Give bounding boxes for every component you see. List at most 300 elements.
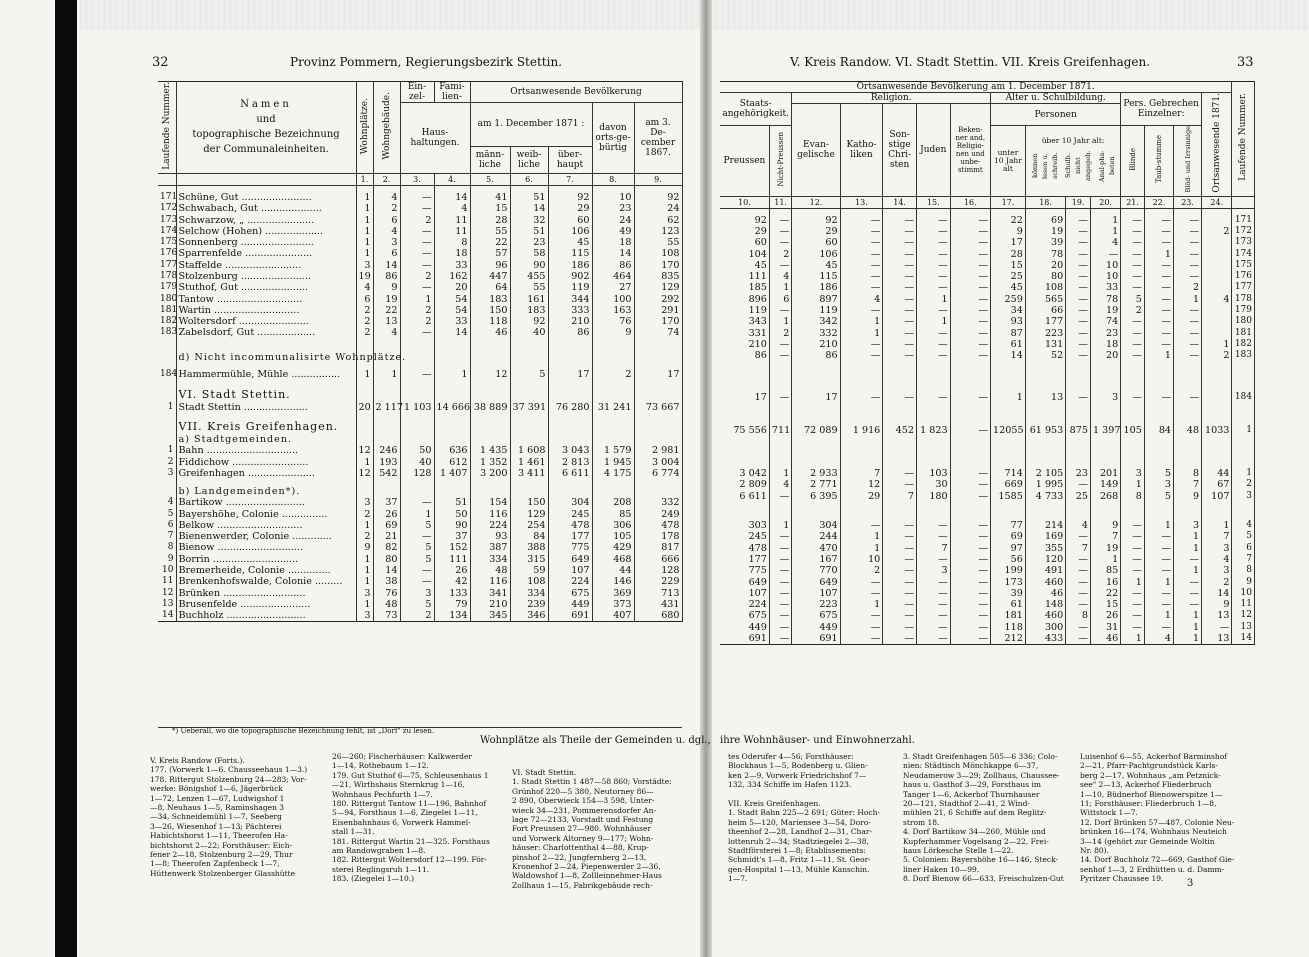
section-heading: [176, 339, 356, 347]
table-row: [720, 425, 1255, 436]
value-cell: —: [1144, 531, 1173, 542]
value-cell: 666: [634, 554, 682, 565]
row-number: 7: [167, 531, 174, 542]
value-cell: —: [1121, 531, 1145, 542]
value-cell: 13: [1025, 391, 1065, 402]
value-cell: —: [883, 543, 917, 554]
value-cell: 154: [470, 497, 510, 508]
value-cell: 14: [373, 260, 400, 271]
value-cell: 45: [754, 259, 767, 271]
value-cell: —: [950, 328, 990, 339]
value-cell: 1: [769, 316, 791, 327]
table-cell: [1174, 411, 1202, 425]
value-cell: 8: [1066, 610, 1091, 621]
value-cell: 636: [434, 445, 470, 456]
value-cell: 33: [434, 316, 470, 327]
table-cell: [400, 339, 434, 347]
value-cell: 1: [840, 328, 883, 339]
section-row: [720, 369, 1255, 391]
footnote-col-6: Luisenhof 6—55, Ackerhof Barminshof 2—21, Pfarr-Pachtgrundstück Karls- berg 2—17, Wohnhaus „am Petznick- see" 2—13, Ackerhof Fliederbruch 1—10, Büdnerhof Bienowerspitze 1— 11; Forsthäuser: Fliederbruch 1—8, Wittstock 1—7. 12. Dorf Brünken 57—487, Colonie Neu- brünken 16—174, Wohnhaus Neuteich 3—14 (gehört zur Gemeinde Woltin Nr. 80). 14. Dorf Buchholz 72—669, Gasthof Gie- senhof 1—3, 2 Erdhütten u. d. Damm- Pyritzer Chaussee 19.: [1080, 752, 1235, 884]
value-cell: 73 667: [634, 402, 682, 413]
value-cell: 38: [373, 576, 400, 587]
value-cell: 3: [1174, 520, 1202, 531]
value-cell: 2 813: [548, 457, 592, 468]
value-cell: 2: [592, 369, 634, 380]
table-cell: [158, 485, 176, 497]
header-einzel: Ein-zel-: [400, 82, 434, 103]
value-cell: 73: [373, 610, 400, 622]
value-cell: 7: [840, 468, 883, 479]
value-cell: —: [883, 316, 917, 327]
value-cell: 9: [991, 226, 1026, 237]
value-cell: 14: [510, 203, 548, 214]
row-number: 5: [1232, 531, 1255, 542]
table-row: [158, 305, 682, 316]
table-cell: [356, 485, 373, 497]
value-cell: 2 117: [373, 402, 400, 413]
value-cell: 2: [400, 214, 434, 225]
value-cell: —: [1066, 215, 1091, 226]
value-cell: —: [840, 339, 883, 350]
value-cell: 75 556: [733, 424, 767, 436]
value-cell: 249: [634, 508, 682, 519]
section-row: [158, 380, 682, 388]
value-cell: —: [840, 633, 883, 645]
value-cell: 67: [1202, 479, 1232, 490]
colnum-cell: 6.: [510, 173, 548, 185]
value-cell: 90: [434, 520, 470, 531]
value-cell: —: [950, 339, 990, 350]
table-row: [158, 260, 682, 271]
value-cell: 19: [1090, 543, 1120, 554]
value-cell: 4: [1202, 294, 1232, 305]
value-cell: [1202, 271, 1232, 282]
footnote-col-5: 3. Stadt Greifenhagen 505—6 336; Colo- nien: Städtisch Mönchkappe 6—37, Neudamerow 3—29; Zollhaus, Chaussee- haus u. Gasthof 3—29, Forsthaus im Tanger 1—6, Ackerhof Thurnhauser 20—121, Stadthof 2—41, 2 Wind- mühlen 21, 6 Schiffe auf dem Reglitz- strom 18. 4. Dorf Bartikow 34—260, Mühle und Kupferhammer Vogelsang 2—22, Frei- haus Lörkesche Stelle 1—22. 5. Colonien: Bayershöhe 16—146, Steck- liner Haken 10—99. 8. Dorf Bienow 66—633, Freischulzen-Gut: [903, 752, 1064, 884]
value-cell: —: [840, 350, 883, 361]
value-cell: 1: [1174, 622, 1202, 633]
value-cell: 76 280: [548, 402, 592, 413]
value-cell: —: [1144, 237, 1173, 248]
value-cell: —: [1174, 328, 1202, 339]
row-number: 171: [160, 191, 178, 202]
value-cell: 1: [1202, 339, 1232, 350]
table-row: [720, 282, 1255, 293]
value-cell: 212: [991, 633, 1026, 645]
value-cell: 32: [510, 214, 548, 225]
value-cell: 1: [1144, 350, 1173, 361]
table-cell: [592, 419, 634, 433]
row-number: 2: [1232, 479, 1255, 490]
value-cell: 170: [634, 260, 682, 271]
value-cell: —: [1121, 543, 1145, 554]
value-cell: 10: [840, 554, 883, 565]
row-number: 3: [167, 467, 174, 478]
value-cell: 74: [634, 327, 682, 338]
value-cell: —: [950, 260, 990, 271]
table-row: [158, 316, 682, 327]
value-cell: —: [1121, 622, 1145, 633]
value-cell: 1: [400, 293, 434, 304]
value-cell: 9: [356, 542, 373, 553]
star-footnote: *) Ueberall, wo die topographische Bezeichnung fehlt, ist „Dorf" zu lesen.: [172, 727, 435, 735]
value-cell: 1: [434, 369, 470, 380]
table-cell: [1025, 411, 1065, 425]
row-number: 174: [160, 225, 178, 236]
header-katholiken: Katho-liken: [840, 104, 883, 197]
value-cell: 57: [470, 248, 510, 259]
value-cell: 28: [470, 214, 510, 225]
table-cell: [400, 419, 434, 433]
place-name: Stolzenburg .......................: [176, 271, 356, 282]
value-cell: 19: [373, 293, 400, 304]
value-cell: —: [950, 391, 990, 402]
value-cell: 58: [510, 248, 548, 259]
place-name: Buchholz ..........................: [176, 610, 356, 622]
table-cell: [434, 339, 470, 347]
table-cell: [434, 347, 470, 369]
value-cell: 26: [1090, 610, 1120, 621]
value-cell: 2: [1121, 305, 1145, 316]
header-davon-ortsgebuertig: davon orts-ge-bürtig: [592, 103, 634, 174]
value-cell: —: [916, 622, 950, 633]
value-cell: —: [916, 215, 950, 226]
colnum-cell: 18.: [1025, 196, 1065, 208]
value-cell: —: [1066, 633, 1091, 645]
value-cell: 129: [510, 508, 548, 519]
value-cell: —: [1144, 339, 1173, 350]
value-cell: 119: [792, 305, 840, 316]
value-cell: 713: [634, 588, 682, 599]
table-cell: [950, 442, 990, 456]
value-cell: 4: [373, 327, 400, 338]
value-cell: —: [916, 554, 950, 565]
value-cell: 4: [769, 271, 791, 282]
value-cell: —: [950, 215, 990, 226]
table-cell: [434, 485, 470, 497]
table-row: [158, 457, 682, 468]
value-cell: 1: [1174, 294, 1202, 305]
value-cell: 100: [592, 293, 634, 304]
table-cell: [840, 508, 883, 520]
value-cell: 26: [434, 565, 470, 576]
value-cell: 38 889: [470, 402, 510, 413]
table-cell: [158, 388, 176, 402]
table-cell: [634, 347, 682, 369]
value-cell: 254: [510, 520, 548, 531]
value-cell: 14: [434, 327, 470, 338]
value-cell: 1585: [991, 491, 1026, 502]
value-cell: 5: [400, 542, 434, 553]
value-cell: 6 611: [548, 468, 592, 479]
value-cell: 897: [792, 294, 840, 305]
value-cell: 223: [792, 599, 840, 610]
value-cell: 19: [356, 271, 373, 282]
value-cell: 2: [400, 610, 434, 622]
table-cell: [356, 388, 373, 402]
value-cell: 107: [1202, 491, 1232, 502]
value-cell: 51: [434, 497, 470, 508]
value-cell: 48: [470, 565, 510, 576]
value-cell: 201: [1090, 468, 1120, 479]
value-cell: 17: [754, 391, 767, 403]
value-cell: 134: [434, 610, 470, 622]
value-cell: 1: [840, 543, 883, 554]
value-cell: 93: [991, 316, 1026, 327]
value-cell: 86: [592, 260, 634, 271]
table-cell: [373, 339, 400, 347]
row-number: 176: [160, 248, 178, 259]
value-cell: 10: [1090, 271, 1120, 282]
value-cell: 82: [373, 542, 400, 553]
value-cell: —: [400, 576, 434, 587]
value-cell: 714: [991, 468, 1026, 479]
value-cell: —: [1121, 339, 1145, 350]
value-cell: —: [400, 260, 434, 271]
value-cell: 20: [1090, 350, 1120, 361]
value-cell: 7: [1202, 531, 1232, 542]
value-cell: 46: [1090, 633, 1120, 645]
value-cell: 6 774: [634, 468, 682, 479]
value-cell: 62: [634, 214, 682, 225]
section-heading: VII. Kreis Greifenhagen.: [176, 419, 356, 433]
value-cell: 76: [373, 588, 400, 599]
colnum-cell: 13.: [840, 196, 883, 208]
value-cell: —: [883, 599, 917, 610]
table-row: [158, 554, 682, 565]
value-cell: —: [769, 350, 791, 361]
value-cell: 460: [1025, 610, 1065, 621]
value-cell: 407: [592, 610, 634, 622]
value-cell: [1202, 282, 1232, 293]
value-cell: 24: [634, 203, 682, 214]
value-cell: 108: [1025, 282, 1065, 293]
value-cell: —: [1174, 576, 1202, 587]
value-cell: —: [916, 260, 950, 271]
table-row: [158, 237, 682, 248]
place-name: Fiddichow .........................: [176, 457, 356, 468]
colnum-cell: 5.: [470, 173, 510, 185]
value-cell: 1: [1174, 531, 1202, 542]
header-pers-gebrechen: Pers. Gebrechen Einzelner:: [1121, 93, 1202, 126]
section-row: [158, 388, 682, 402]
value-cell: 27: [592, 282, 634, 293]
table-cell: [548, 347, 592, 369]
value-cell: 12: [356, 445, 373, 456]
table-row: [720, 479, 1255, 490]
value-cell: 3 411: [510, 468, 548, 479]
value-cell: 13: [373, 316, 400, 327]
value-cell: 5: [510, 369, 548, 380]
table-cell: [1121, 411, 1145, 425]
value-cell: —: [1174, 588, 1202, 599]
place-name: Sonnenberg ........................: [176, 237, 356, 248]
value-cell: —: [1066, 339, 1091, 350]
table-cell: [1025, 369, 1065, 391]
table-cell: [510, 347, 548, 369]
value-cell: 1: [356, 248, 373, 259]
value-cell: 3: [356, 588, 373, 599]
table-cell: [991, 369, 1026, 391]
place-name: Tantow ............................: [176, 293, 356, 304]
table-cell: [1090, 508, 1120, 520]
value-cell: 770: [792, 565, 840, 576]
table-row: [720, 316, 1255, 327]
row-number: 13: [1232, 622, 1255, 633]
table-cell: [548, 388, 592, 402]
value-cell: 464: [592, 271, 634, 282]
value-cell: 183: [510, 305, 548, 316]
table-cell: [470, 388, 510, 402]
table-row: [158, 226, 682, 237]
place-name: Brünken ...........................: [176, 588, 356, 599]
value-cell: 163: [592, 305, 634, 316]
header-ueber-10: über 10 Jahr alt: können lesen u. schreib. Schulb. nicht angegeb. Anal-pha-beten: [1025, 126, 1120, 196]
table-cell: [1090, 456, 1120, 468]
value-cell: —: [1174, 226, 1202, 237]
table-cell: [1232, 403, 1255, 411]
header-haushaltungen: Haus-haltungen.: [400, 103, 470, 174]
value-cell: 5: [1144, 468, 1173, 479]
value-cell: 177: [748, 553, 767, 565]
value-cell: 649: [792, 576, 840, 587]
value-cell: —: [769, 215, 791, 226]
table-cell: [769, 442, 791, 456]
table-cell: [1025, 456, 1065, 468]
value-cell: —: [916, 520, 950, 531]
value-cell: 9: [592, 327, 634, 338]
value-cell: 2 771: [792, 479, 840, 490]
value-cell: 78: [1090, 294, 1120, 305]
place-name: Schwabach, Gut ....................: [176, 203, 356, 214]
value-cell: —: [950, 543, 990, 554]
value-cell: 345: [470, 610, 510, 622]
header-laufende-nummer-right: Laufende Nummer.: [1232, 82, 1255, 197]
colnum-cell: 16.: [950, 196, 990, 208]
value-cell: —: [1144, 260, 1173, 271]
colnum-cell: 8.: [592, 173, 634, 185]
table-cell: [510, 419, 548, 433]
table-cell: [769, 369, 791, 391]
place-name: Brusenfelde .......................: [176, 599, 356, 610]
value-cell: —: [883, 328, 917, 339]
table-row: [158, 248, 682, 259]
table-cell: [356, 433, 373, 445]
row-number: 173: [160, 214, 178, 225]
value-cell: —: [1174, 599, 1202, 610]
signature-mark: 3: [1187, 878, 1194, 889]
value-cell: 478: [548, 520, 592, 531]
value-cell: —: [1144, 391, 1173, 402]
table-cell: [373, 419, 400, 433]
value-cell: 20: [356, 402, 373, 413]
header-nicht-preussen: Nicht-Preussen: [769, 126, 791, 196]
value-cell: —: [950, 576, 990, 587]
value-cell: 23: [1066, 468, 1091, 479]
colnum-cell: 21.: [1121, 196, 1145, 208]
value-cell: 332: [792, 328, 840, 339]
section-row: [720, 456, 1255, 468]
table-row: [158, 327, 682, 338]
value-cell: 9: [1202, 599, 1232, 610]
value-cell: 1 608: [510, 445, 548, 456]
place-name: Brenkenhofswalde, Colonie .........: [176, 576, 356, 587]
value-cell: 355: [1025, 543, 1065, 554]
header-wohngebaeude: Wohngebäude.: [373, 82, 400, 174]
table-cell: [434, 380, 470, 388]
value-cell: —: [950, 479, 990, 490]
table-cell: [840, 411, 883, 425]
value-cell: —: [1144, 316, 1173, 327]
value-cell: [1202, 328, 1232, 339]
value-cell: 3 043: [548, 445, 592, 456]
value-cell: 7: [883, 491, 917, 502]
value-cell: 1 579: [592, 445, 634, 456]
value-cell: 41: [470, 192, 510, 203]
value-cell: 3: [1144, 479, 1173, 490]
value-cell: —: [400, 369, 434, 380]
value-cell: 24: [592, 214, 634, 225]
value-cell: 7: [1066, 543, 1091, 554]
value-cell: 128: [400, 468, 434, 479]
value-cell: —: [1202, 622, 1232, 633]
value-cell: 64: [470, 282, 510, 293]
place-name: Hammermühle, Mühle ................: [176, 369, 356, 380]
value-cell: —: [883, 468, 917, 479]
value-cell: 1: [1144, 248, 1173, 259]
table-cell: [950, 361, 990, 369]
header-sonstige-christen: Son-stige Chri-sten: [883, 104, 917, 197]
value-cell: 23: [510, 237, 548, 248]
value-cell: —: [840, 226, 883, 237]
value-cell: —: [400, 327, 434, 338]
value-cell: —: [769, 588, 791, 599]
table-cell: [470, 380, 510, 388]
row-number: 1: [167, 402, 174, 413]
value-cell: 245: [748, 531, 767, 543]
value-cell: 19: [1090, 305, 1120, 316]
value-cell: 3: [356, 260, 373, 271]
value-cell: 18: [434, 248, 470, 259]
value-cell: 107: [748, 587, 767, 599]
colnum-cell: 11.: [769, 196, 791, 208]
value-cell: —: [883, 610, 917, 621]
value-cell: 210: [792, 339, 840, 350]
section-row: [720, 442, 1255, 456]
value-cell: 4 733: [1025, 491, 1065, 502]
row-number: 181: [1232, 328, 1255, 339]
section-row: [720, 361, 1255, 369]
table-cell: [1066, 442, 1091, 456]
value-cell: 239: [510, 599, 548, 610]
place-name: Schwarzow, „ ......................: [176, 214, 356, 225]
value-cell: 1 823: [916, 425, 950, 436]
place-name: Belkow ............................: [176, 520, 356, 531]
table-cell: [769, 456, 791, 468]
value-cell: 304: [792, 520, 840, 531]
header-personen: Personen: [991, 104, 1121, 126]
place-name: Selchow (Hohen) ...................: [176, 226, 356, 237]
value-cell: 119: [748, 305, 767, 317]
table-cell: [840, 442, 883, 456]
row-number: 172: [160, 203, 178, 214]
table-row: [720, 391, 1255, 402]
value-cell: 2: [1202, 576, 1232, 587]
value-cell: —: [1121, 248, 1145, 259]
table-cell: [400, 485, 434, 497]
value-cell: 9: [373, 282, 400, 293]
value-cell: —: [1174, 271, 1202, 282]
value-cell: 292: [634, 293, 682, 304]
